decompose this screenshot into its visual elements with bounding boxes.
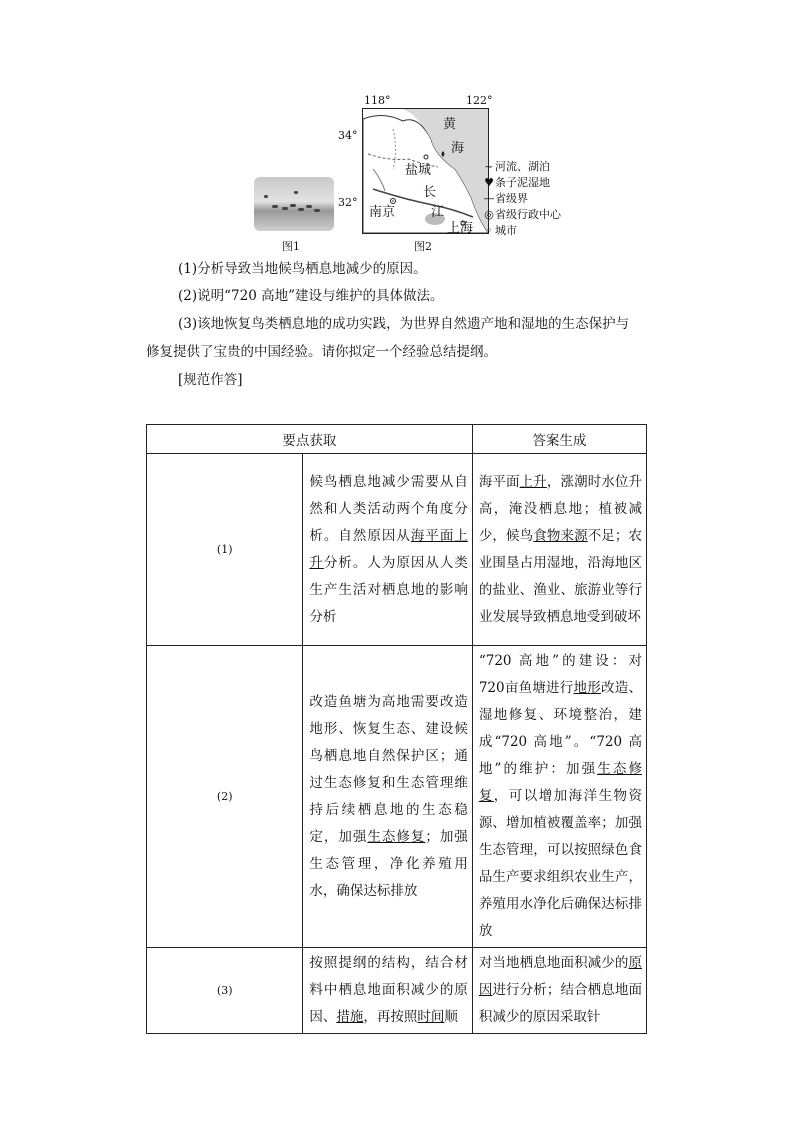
legend-capital: ◎省级行政中心 [484,208,561,221]
figure-2-caption: 图2 [414,240,432,253]
question-2: (2)说明“720 高地”建设与维护的具体做法。 [178,288,444,304]
map-label-nanjing: 南京 [369,205,396,220]
points-cell: 按照提纲的结构，结合材料中栖息地面积减少的原因、措施，再按照时间顺 [303,948,472,1034]
city-icon: ◦ [485,224,493,237]
header-answer: 答案生成 [472,425,646,454]
header-points: 要点获取 [147,425,473,454]
figure-1-caption: 图1 [282,240,300,253]
answer-table [146,424,647,1034]
river-icon: ~ [484,160,494,173]
question-3-line-2: 修复提供了宝贵的中国经验。请你拟定一个经验总结提纲。 [146,344,497,360]
longitude-label-left: 118° [364,94,391,107]
points-cell: 候鸟栖息地减少需要从自然和人类活动两个角度分析。自然原因从海平面上升分析。人为原因从人类生产生活对栖息地的影响分析 [303,454,472,646]
answer-cell: 海平面上升，涨潮时水位升高，淹没栖息地；植被减少，候鸟食物来源不足；农业围垦占用湿地，沿海地区的盐业、渔业、旅游业等行业发展导致栖息地受到破坏 [472,454,646,646]
legend-river: ~河流、湖泊 [484,160,550,173]
latitude-label-top: 34° [338,129,358,142]
capital-icon: ◎ [484,208,494,221]
map-label-shanghai: 上海 [447,221,474,234]
photo-figure-1 [254,177,334,231]
latitude-label-bottom: 32° [338,196,358,209]
legend-city: ◦ 城市 [483,222,517,238]
legend-border: —省级界 [483,192,528,205]
map-label-yellow: 黄 [443,117,457,132]
question-1: (1)分析导致当地候鸟栖息地减少的原因。 [178,261,427,277]
row-number: (2) [147,646,303,948]
map-label-sea: 海 [451,141,465,156]
location-pin-icon: ♥ [484,176,494,189]
row-number: (1) [147,454,303,646]
map-label-chang: 长 [423,185,437,200]
question-3-line-1: (3)该地恢复鸟类栖息地的成功实践，为世界自然遗产地和湿地的生态保护与 [178,316,630,332]
map-label-yancheng: 盐城 [405,163,432,178]
answer-heading: [规范作答] [178,372,243,388]
border-line-icon: — [483,192,495,205]
answer-cell: 对当地栖息地面积减少的原因进行分析；结合栖息地面积减少的原因采取针 [472,948,646,1034]
points-cell: 改造鱼塘为高地需要改造地形、恢复生态、建设候鸟栖息地自然保护区；通过生态修复和生态管理维持后续栖息地的生态稳定，加强生态修复；加强生态管理，净化养殖用水，确保达标排放 [303,646,472,948]
longitude-label-right: 122° [466,94,493,107]
map-label-jiang: 江 [431,205,445,220]
legend-wetland: ♥条子泥湿地 [484,176,550,189]
jiangsu-map [362,108,489,234]
row-number: (3) [147,948,303,1034]
answer-cell: “720 高地”的建设：对720亩鱼塘进行地形改造、湿地修复、环境整治，建成“720 高地”。“720 高地”的维护：加强生态修复，可以增加海洋生物资源、增加植被覆盖率；加强生态管理，可以按照绿色食品生产要求组织农业生产，养殖用水净化后确保达标排放 [472,646,646,948]
